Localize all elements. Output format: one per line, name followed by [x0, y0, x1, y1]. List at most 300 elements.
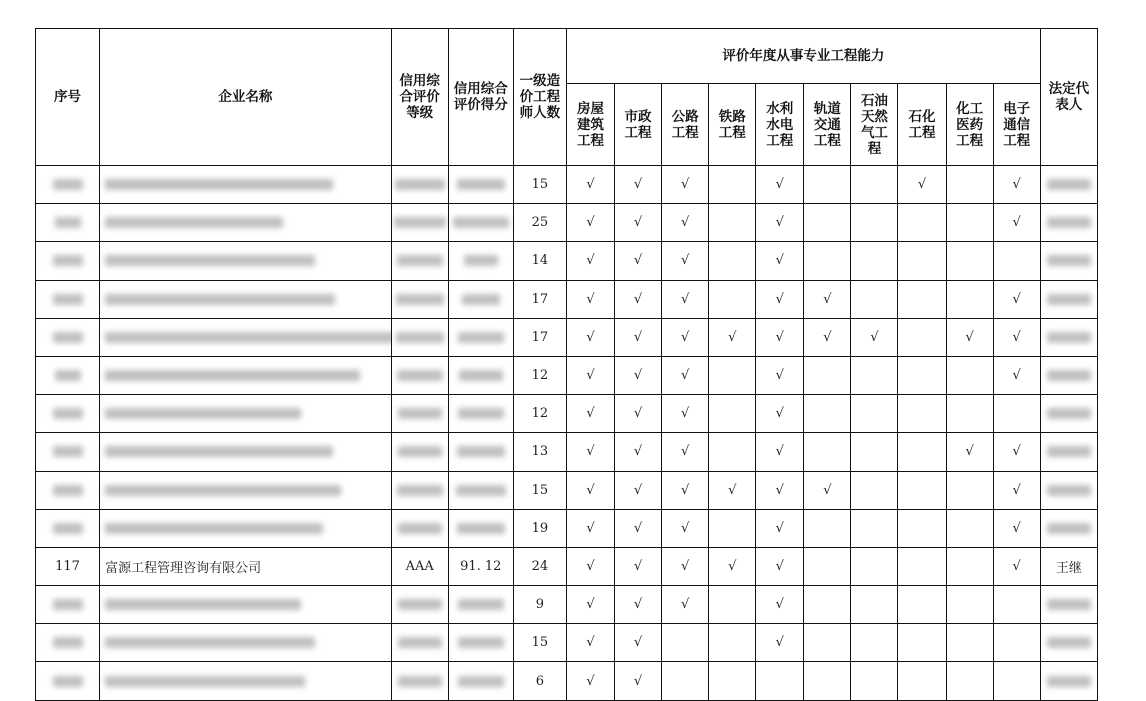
company-header: 企业名称: [100, 29, 392, 166]
specialty-check-cell: [946, 395, 993, 433]
engineers-cell: [513, 166, 566, 204]
specialty-header: 房屋建筑工程: [566, 84, 614, 166]
redacted-text: [55, 370, 81, 381]
engineers-cell-text: 6: [535, 673, 545, 689]
check-mark-icon: √: [586, 215, 595, 231]
specialty-check-cell: [851, 395, 898, 433]
credit-score-cell: [448, 166, 513, 204]
redacted-text: [458, 332, 504, 343]
credit-score-cell: [448, 318, 513, 356]
redacted-text: [105, 408, 301, 419]
specialty-check-cell: [566, 586, 614, 624]
specialty-check-cell: [566, 166, 614, 204]
legal-rep-cell: [1040, 509, 1097, 547]
company-name-cell: [100, 433, 392, 471]
engineers-cell-text: 9: [535, 597, 545, 613]
redacted-text: [458, 637, 504, 648]
legal-rep-cell-text: 王继: [1055, 560, 1082, 576]
legal-rep-cell: [1040, 166, 1097, 204]
specialty-check-cell: [946, 356, 993, 394]
credit-level-cell: [391, 280, 448, 318]
specialty-check-cell: [566, 662, 614, 700]
credit-level-cell: [391, 166, 448, 204]
credit-score-header: 信用综合评价得分: [448, 29, 513, 166]
specialty-check-cell: [993, 547, 1040, 585]
legal-rep-cell: [1040, 204, 1097, 242]
credit-level-cell: [391, 204, 448, 242]
redacted-text: [53, 637, 83, 648]
engineers-cell: [513, 280, 566, 318]
redacted-text: [105, 485, 341, 496]
check-mark-icon: √: [775, 444, 784, 460]
engineers-cell-text: 15: [531, 482, 549, 498]
specialty-check-cell: [898, 509, 946, 547]
company-name-cell: [100, 624, 392, 662]
legal-rep-cell: [1040, 395, 1097, 433]
redacted-text: [398, 637, 442, 648]
table-row: [36, 624, 1098, 662]
redacted-text: [53, 599, 83, 610]
redacted-text: [105, 676, 305, 687]
check-mark-icon: √: [775, 215, 784, 231]
redacted-text: [394, 217, 446, 228]
redacted-text: [1047, 370, 1091, 381]
check-mark-icon: √: [1012, 329, 1021, 345]
specialty-check-cell: [615, 433, 662, 471]
company-name-cell: [100, 586, 392, 624]
company-name-cell: [100, 204, 392, 242]
check-mark-icon: √: [775, 177, 784, 193]
engineers-cell: [513, 395, 566, 433]
seq-cell: [36, 280, 100, 318]
table-row: [36, 547, 1098, 585]
redacted-text: [53, 446, 83, 457]
redacted-text: [53, 332, 83, 343]
specialty-check-cell: [709, 509, 756, 547]
engineers-cell: [513, 624, 566, 662]
redacted-text: [398, 676, 442, 687]
engineers-cell: [513, 433, 566, 471]
specialty-check-cell: [898, 356, 946, 394]
redacted-text: [55, 217, 81, 228]
check-mark-icon: √: [586, 520, 595, 536]
specialty-check-cell: [804, 433, 851, 471]
redacted-text: [398, 408, 442, 419]
specialty-check-cell: [804, 471, 851, 509]
specialty-check-cell: [851, 471, 898, 509]
check-mark-icon: √: [775, 635, 784, 651]
credit-level-cell: [391, 547, 448, 585]
specialty-check-cell: [566, 242, 614, 280]
specialty-check-cell: [662, 356, 709, 394]
specialty-check-cell: [804, 204, 851, 242]
specialty-check-cell: [662, 166, 709, 204]
check-mark-icon: √: [917, 177, 927, 193]
specialty-check-cell: [804, 509, 851, 547]
engineers-cell-text: 17: [531, 291, 549, 307]
specialty-check-cell: [946, 624, 993, 662]
specialty-check-cell: [709, 662, 756, 700]
check-mark-icon: √: [586, 291, 595, 307]
check-mark-icon: √: [633, 482, 643, 498]
redacted-text: [1047, 446, 1091, 457]
redacted-text: [105, 446, 333, 457]
specialty-check-cell: [946, 662, 993, 700]
redacted-text: [462, 294, 500, 305]
credit-level-cell: [391, 395, 448, 433]
specialty-check-cell: [851, 586, 898, 624]
specialty-check-cell: [709, 318, 756, 356]
specialty-check-cell: [946, 280, 993, 318]
check-mark-icon: √: [823, 291, 832, 307]
credit-score-cell: [448, 242, 513, 280]
credit-score-cell: [448, 395, 513, 433]
specialty-check-cell: [804, 624, 851, 662]
specialty-check-cell: [898, 662, 946, 700]
company-name-cell: [100, 280, 392, 318]
check-mark-icon: √: [586, 444, 595, 460]
check-mark-icon: √: [586, 482, 595, 498]
specialty-check-cell: [566, 204, 614, 242]
credit-level-cell: [391, 242, 448, 280]
redacted-text: [53, 255, 83, 266]
check-mark-icon: √: [680, 558, 690, 574]
table-body: [36, 166, 1098, 701]
engineers-cell: [513, 547, 566, 585]
check-mark-icon: √: [775, 406, 784, 422]
specialty-check-cell: [993, 471, 1040, 509]
specialty-check-cell: [898, 395, 946, 433]
company-name-cell: [100, 318, 392, 356]
specialty-check-cell: [946, 471, 993, 509]
seq-cell: [36, 471, 100, 509]
engineers-cell: [513, 586, 566, 624]
check-mark-icon: √: [775, 368, 784, 384]
specialty-check-cell: [566, 395, 614, 433]
redacted-text: [1047, 217, 1091, 228]
legal-rep-cell: [1040, 662, 1097, 700]
seq-cell: [36, 586, 100, 624]
specialty-check-cell: [851, 624, 898, 662]
specialty-check-cell: [566, 547, 614, 585]
redacted-text: [457, 179, 505, 190]
seq-cell: [36, 318, 100, 356]
redacted-text: [396, 332, 444, 343]
specialty-check-cell: [946, 242, 993, 280]
specialty-check-cell: [993, 242, 1040, 280]
check-mark-icon: √: [728, 558, 737, 574]
table-row: [36, 204, 1098, 242]
check-mark-icon: √: [680, 406, 690, 422]
specialty-check-cell: [756, 509, 804, 547]
redacted-text: [1047, 408, 1091, 419]
redacted-text: [53, 179, 83, 190]
engineers-cell: [513, 471, 566, 509]
specialty-check-cell: [993, 509, 1040, 547]
specialty-check-cell: [615, 547, 662, 585]
seq-cell: [36, 395, 100, 433]
table-row: [36, 280, 1098, 318]
specialty-check-cell: [993, 395, 1040, 433]
specialty-check-cell: [898, 280, 946, 318]
specialty-check-cell: [993, 318, 1040, 356]
check-mark-icon: √: [633, 558, 643, 574]
specialty-check-cell: [946, 204, 993, 242]
check-mark-icon: √: [633, 597, 643, 613]
credit-level-cell: [391, 471, 448, 509]
seq-header: 序号: [36, 29, 100, 166]
specialty-check-cell: [566, 509, 614, 547]
seq-cell: [36, 509, 100, 547]
specialty-check-cell: [566, 280, 614, 318]
engineers-cell: [513, 509, 566, 547]
specialty-check-cell: [804, 318, 851, 356]
specialty-check-cell: [898, 586, 946, 624]
specialty-check-cell: [662, 433, 709, 471]
specialty-check-cell: [851, 356, 898, 394]
credit-score-cell: [448, 356, 513, 394]
redacted-text: [105, 599, 301, 610]
specialty-check-cell: [804, 586, 851, 624]
check-mark-icon: √: [680, 329, 690, 345]
redacted-text: [397, 255, 443, 266]
seq-cell: [36, 624, 100, 662]
check-mark-icon: √: [775, 329, 784, 345]
check-mark-icon: √: [775, 482, 784, 498]
check-mark-icon: √: [586, 558, 595, 574]
check-mark-icon: √: [1012, 177, 1021, 193]
specialty-check-cell: [851, 242, 898, 280]
engineers-cell-text: 25: [531, 215, 549, 231]
redacted-text: [1047, 179, 1091, 190]
credit-score-cell: [448, 471, 513, 509]
credit-score-cell: [448, 662, 513, 700]
check-mark-icon: √: [680, 597, 690, 613]
check-mark-icon: √: [1012, 291, 1021, 307]
specialty-check-cell: [756, 166, 804, 204]
specialty-header: 轨道交通工程: [804, 84, 851, 166]
seq-cell-text: 117: [55, 558, 80, 574]
redacted-text: [105, 294, 335, 305]
specialty-check-cell: [993, 356, 1040, 394]
specialty-check-cell: [662, 586, 709, 624]
specialty-check-cell: [566, 624, 614, 662]
company-name-cell: [100, 471, 392, 509]
check-mark-icon: √: [965, 444, 974, 460]
redacted-text: [1047, 294, 1091, 305]
check-mark-icon: √: [680, 520, 690, 536]
specialty-check-cell: [946, 586, 993, 624]
engineers-cell: [513, 204, 566, 242]
specialty-check-cell: [756, 280, 804, 318]
specialty-check-cell: [804, 547, 851, 585]
ability-group-header: 评价年度从事专业工程能力: [566, 29, 1040, 84]
check-mark-icon: √: [680, 291, 690, 307]
check-mark-icon: √: [633, 253, 643, 269]
check-mark-icon: √: [680, 368, 690, 384]
credit-level-cell: [391, 662, 448, 700]
seq-cell: [36, 547, 100, 585]
specialty-check-cell: [851, 547, 898, 585]
specialty-check-cell: [662, 280, 709, 318]
specialty-check-cell: [662, 395, 709, 433]
check-mark-icon: √: [680, 253, 690, 269]
specialty-check-cell: [662, 204, 709, 242]
check-mark-icon: √: [965, 329, 974, 345]
company-name-cell: [100, 356, 392, 394]
check-mark-icon: √: [775, 291, 784, 307]
company-name-cell: [100, 662, 392, 700]
credit-level-cell: [391, 318, 448, 356]
specialty-check-cell: [709, 204, 756, 242]
check-mark-icon: √: [586, 597, 595, 613]
redacted-text: [1047, 332, 1091, 343]
check-mark-icon: √: [775, 520, 784, 536]
table-row: [36, 318, 1098, 356]
specialty-check-cell: [898, 547, 946, 585]
legal-rep-cell: [1040, 318, 1097, 356]
specialty-header: 公路工程: [662, 84, 709, 166]
check-mark-icon: √: [680, 444, 690, 460]
check-mark-icon: √: [633, 444, 643, 460]
seq-cell: [36, 356, 100, 394]
seq-cell: [36, 166, 100, 204]
specialty-check-cell: [662, 547, 709, 585]
engineers-cell: [513, 356, 566, 394]
legal-rep-header: 法定代表人: [1040, 29, 1097, 166]
redacted-text: [457, 446, 505, 457]
credit-score-cell: [448, 433, 513, 471]
redacted-text: [458, 599, 504, 610]
engineers-cell-text: 19: [531, 520, 549, 536]
specialty-check-cell: [756, 624, 804, 662]
specialty-check-cell: [709, 433, 756, 471]
redacted-text: [453, 217, 509, 228]
redacted-text: [53, 523, 83, 534]
table-row: [36, 242, 1098, 280]
check-mark-icon: √: [586, 177, 595, 193]
check-mark-icon: √: [775, 597, 784, 613]
redacted-text: [398, 599, 442, 610]
specialty-check-cell: [993, 624, 1040, 662]
check-mark-icon: √: [775, 253, 784, 269]
specialty-check-cell: [709, 242, 756, 280]
check-mark-icon: √: [775, 558, 784, 574]
specialty-check-cell: [898, 318, 946, 356]
redacted-text: [53, 294, 83, 305]
redacted-text: [398, 446, 442, 457]
specialty-check-cell: [615, 586, 662, 624]
specialty-header: 石化工程: [898, 84, 946, 166]
credit-level-cell-text: AAA: [405, 558, 434, 574]
legal-rep-cell: [1040, 433, 1097, 471]
specialty-check-cell: [662, 242, 709, 280]
specialty-check-cell: [566, 433, 614, 471]
specialty-check-cell: [946, 547, 993, 585]
specialty-check-cell: [993, 662, 1040, 700]
specialty-check-cell: [898, 166, 946, 204]
redacted-text: [397, 370, 443, 381]
specialty-check-cell: [898, 471, 946, 509]
company-evaluation-table: [35, 28, 1098, 701]
check-mark-icon: √: [680, 177, 690, 193]
redacted-text: [105, 255, 315, 266]
redacted-text: [397, 485, 443, 496]
engineers-cell-text: 24: [531, 558, 549, 574]
legal-rep-cell: [1040, 280, 1097, 318]
specialty-check-cell: [993, 204, 1040, 242]
legal-rep-cell: [1040, 471, 1097, 509]
redacted-text: [105, 370, 360, 381]
engineers-header: 一级造价工程师人数: [513, 29, 566, 166]
redacted-text: [105, 523, 323, 534]
seq-cell: [36, 242, 100, 280]
credit-level-cell: [391, 624, 448, 662]
legal-rep-cell: [1040, 356, 1097, 394]
check-mark-icon: √: [586, 368, 595, 384]
specialty-check-cell: [851, 166, 898, 204]
specialty-check-cell: [709, 586, 756, 624]
specialty-check-cell: [615, 242, 662, 280]
specialty-check-cell: [709, 166, 756, 204]
specialty-check-cell: [615, 662, 662, 700]
specialty-header: 水利水电工程: [756, 84, 804, 166]
specialty-check-cell: [946, 509, 993, 547]
specialty-check-cell: [662, 624, 709, 662]
redacted-text: [395, 179, 445, 190]
table-row: [36, 356, 1098, 394]
specialty-check-cell: [615, 471, 662, 509]
check-mark-icon: √: [680, 215, 690, 231]
table-row: [36, 509, 1098, 547]
table-row: [36, 586, 1098, 624]
check-mark-icon: √: [586, 673, 595, 689]
check-mark-icon: √: [586, 406, 595, 422]
specialty-check-cell: [662, 471, 709, 509]
check-mark-icon: √: [633, 406, 643, 422]
specialty-check-cell: [993, 166, 1040, 204]
company-name-cell-text: 富源工程管理咨询有限公司: [105, 560, 262, 576]
company-name-cell: [100, 395, 392, 433]
specialty-check-cell: [946, 433, 993, 471]
redacted-text: [53, 485, 83, 496]
specialty-check-cell: [709, 624, 756, 662]
redacted-text: [105, 637, 315, 648]
specialty-check-cell: [993, 433, 1040, 471]
specialty-check-cell: [851, 433, 898, 471]
specialty-check-cell: [804, 395, 851, 433]
engineers-cell-text: 13: [531, 444, 549, 460]
specialty-check-cell: [756, 204, 804, 242]
credit-score-cell: [448, 586, 513, 624]
redacted-text: [105, 179, 333, 190]
credit-score-cell: [448, 547, 513, 585]
check-mark-icon: √: [586, 329, 595, 345]
company-name-cell: [100, 242, 392, 280]
check-mark-icon: √: [633, 177, 643, 193]
check-mark-icon: √: [1012, 368, 1021, 384]
check-mark-icon: √: [728, 482, 737, 498]
engineers-cell-text: 12: [531, 406, 549, 422]
seq-cell: [36, 204, 100, 242]
specialty-check-cell: [756, 662, 804, 700]
company-name-cell: [100, 509, 392, 547]
specialty-check-cell: [615, 318, 662, 356]
specialty-check-cell: [615, 356, 662, 394]
redacted-text: [396, 294, 444, 305]
specialty-check-cell: [615, 395, 662, 433]
table-row: [36, 471, 1098, 509]
